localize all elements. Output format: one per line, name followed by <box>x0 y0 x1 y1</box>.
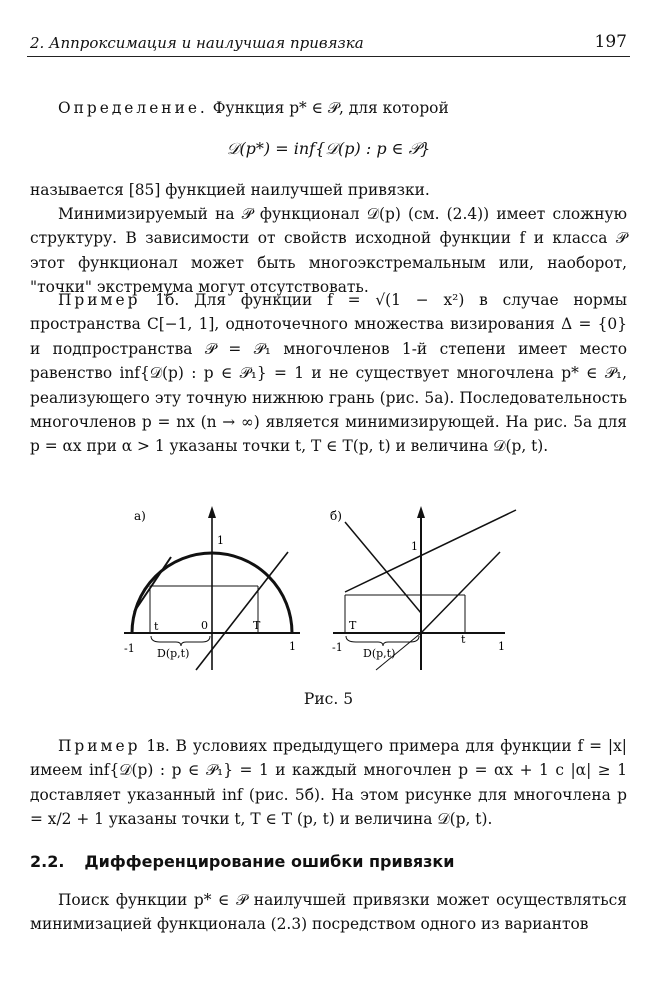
panel-b-y-arrow <box>417 506 425 518</box>
panel-b <box>330 506 516 670</box>
panel-a-tangent-left <box>134 557 171 612</box>
panel-b-label: б) <box>330 509 342 523</box>
example-1b-text: 1б. Для функции f = √(1 − x²) в случае нормы пространства C[−1, 1], одноточечного множества визирования Δ = {0} и подпространства 𝒫 = 𝒫₁ многочленов 1-й степени имеет место равенство inf{𝒟(p) : p ∈ 𝒫₁} = 1 и не существует многочлена p* ∈ 𝒫₁, реализующего эту точную нижнюю грань (рис. 5а). Последовательность многочленов p = nx (n → ∞) является минимизирующей. На рис. 5а для p = αx при α > 1 указаны точки t, T ∈ T(p, t) и величина 𝒟(p, t). <box>30 291 627 456</box>
panel-b-x-one: 1 <box>498 640 505 653</box>
section-heading <box>30 852 474 871</box>
definition-lead: Определение. <box>58 99 208 117</box>
panel-a-label: а) <box>134 509 146 523</box>
panel-a-t: t <box>154 620 159 633</box>
panel-b-line-upper <box>345 510 516 592</box>
header-rule <box>27 56 630 57</box>
definition-paragraph <box>30 96 627 120</box>
panel-b-line-right <box>421 552 500 633</box>
example-1v <box>30 734 627 832</box>
example-1b <box>30 288 627 459</box>
panel-b-brace <box>346 636 419 646</box>
panel-b-neg-one: -1 <box>332 641 343 654</box>
panel-a-line-p <box>196 552 288 670</box>
panel-b-line-left <box>345 522 421 613</box>
figure-caption: Рис. 5 <box>303 690 354 708</box>
panel-a-neg-one: -1 <box>124 642 135 655</box>
panel-b-T: T <box>349 619 357 632</box>
paragraph-structure: Минимизируемый на 𝒫 функционал 𝒟(p) (см. (2.4)) имеет сложную структуру. В зависимости от свойств исходной функции f и класса 𝒫 этот функционал может быть многоэкстремальным или, наоборот, "точки" экстремума могут отсутствовать. <box>30 205 627 297</box>
panel-a-zero: 0 <box>201 619 208 632</box>
running-title: 2. Аппроксимация и наилучшая привязка <box>30 34 364 52</box>
example-1v-lead: Пример <box>58 737 141 755</box>
definition-text: Функция p* ∈ 𝒫, для которой <box>212 99 449 117</box>
paragraph-last: Поиск функции p* ∈ 𝒫 наилучшей привязки может осуществляться минимизацией функционала (2.3) посредством одного из вариантов <box>30 891 627 934</box>
section-title: Дифференцирование ошибки привязки <box>84 852 455 871</box>
panel-a-brace <box>151 636 210 646</box>
panel-a-y-arrow <box>208 506 216 518</box>
page-number: 197 <box>594 32 627 52</box>
example-1b-lead: Пример <box>58 291 141 309</box>
panel-b-y-one: 1 <box>411 540 418 553</box>
definition-formula: 𝒟(p*) = inf{𝒟(p) : p ∈ 𝒫} <box>226 139 431 158</box>
section-number: 2.2. <box>30 852 65 871</box>
definition-after: называется [85] функцией наилучшей привязки. <box>30 181 430 199</box>
panel-a-y-one: 1 <box>217 534 224 547</box>
panel-b-t: t <box>461 633 466 646</box>
figure-5 <box>0 500 657 680</box>
panel-b-dist-label: D(p,t) <box>363 647 396 660</box>
panel-a <box>124 506 300 670</box>
panel-a-dist-label: D(p,t) <box>157 647 190 660</box>
panel-a-T: T <box>253 619 261 632</box>
example-1v-text: 1в. В условиях предыдущего примера для функции f = |x| имеем inf{𝒟(p) : p ∈ 𝒫₁} = 1 и каждый многочлен p = αx + 1 с |α| ≥ 1 доставляет указанный inf (рис. 5б). На этом рисунке для многочлена p = x/2 + 1 указаны точки t, T ∈ T (p, t) и величина 𝒟(p, t). <box>30 737 627 829</box>
panel-a-x-one: 1 <box>289 640 296 653</box>
